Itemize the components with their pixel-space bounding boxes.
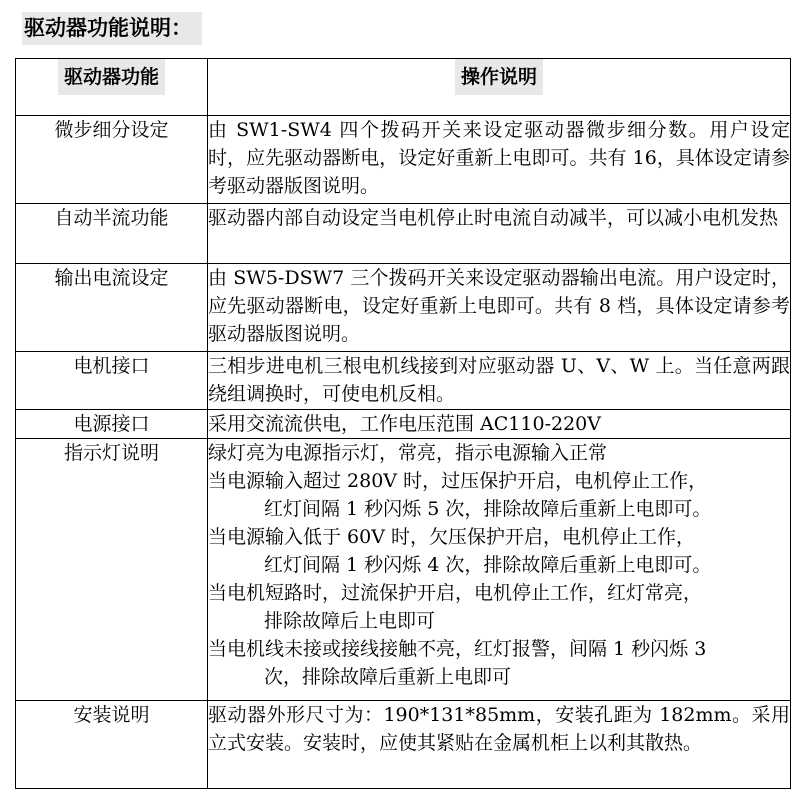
row-function: 电源接口 <box>16 410 208 439</box>
header-function <box>16 59 208 116</box>
header-operation <box>208 59 791 116</box>
table-row <box>16 264 791 352</box>
indicator-line: 绿灯亮为电源指示灯，常亮，指示电源输入正常 <box>208 442 608 464</box>
table-row <box>16 204 791 264</box>
indicator-line: 当电源输入低于 60V 时，欠压保护开启，电机停止工作， <box>208 526 695 548</box>
indicator-line: 当电源输入超过 280V 时，过压保护开启，电机停止工作， <box>208 470 708 492</box>
header-operation-label: 操作说明 <box>455 59 543 95</box>
row-function: 自动半流功能 <box>16 204 208 264</box>
indicator-description <box>208 439 791 701</box>
table-row <box>16 410 791 439</box>
row-description: 驱动器内部自动设定当电机停止时电流自动减半，可以减小电机发热 <box>208 204 791 264</box>
row-function: 微步细分设定 <box>16 116 208 204</box>
indicator-line-cont: 红灯间隔 1 秒闪烁 5 次，排除故障后重新上电即可。 <box>264 498 712 520</box>
header-function-label: 驱动器功能 <box>58 59 165 95</box>
row-description: 采用交流流供电，工作电压范围 AC110-220V <box>208 410 791 439</box>
indicator-line: 当电机线未接或接线接触不亮，红灯报警，间隔 1 秒闪烁 3 <box>208 638 707 660</box>
table-row <box>16 701 791 789</box>
table-row <box>16 116 791 204</box>
row-description: 三相步进电机三根电机线接到对应驱动器 U、V、W 上。当任意两跟绕组调换时，可使电机反相。 <box>208 352 791 410</box>
table-row <box>16 439 791 701</box>
row-function: 输出电流设定 <box>16 264 208 352</box>
row-function: 安装说明 <box>16 701 208 789</box>
row-description: 驱动器外形尺寸为：190*131*85mm，安装孔距为 182mm。采用立式安装。安装时，应使其紧贴在金属机柜上以利其散热。 <box>208 701 791 789</box>
indicator-line-cont: 红灯间隔 1 秒闪烁 4 次，排除故障后重新上电即可。 <box>264 554 712 576</box>
indicator-line-cont: 排除故障后上电即可 <box>264 610 436 632</box>
indicator-line: 当电机短路时，过流保护开启，电机停止工作，红灯常亮， <box>208 582 703 604</box>
table-row <box>16 352 791 410</box>
row-description: 由 SW1-SW4 四个拨码开关来设定驱动器微步细分数。用户设定时，应先驱动器断电，设定好重新上电即可。共有 16，具体设定请参考驱动器版图说明。 <box>208 116 791 204</box>
row-function: 电机接口 <box>16 352 208 410</box>
row-function: 指示灯说明 <box>16 439 208 701</box>
section-title: 驱动器功能说明： <box>22 12 202 45</box>
table-header-row <box>16 59 791 116</box>
indicator-line-cont: 次，排除故障后重新上电即可 <box>264 666 512 688</box>
driver-function-table <box>15 58 791 789</box>
row-description: 由 SW5-DSW7 三个拨码开关来设定驱动器输出电流。用户设定时，应先驱动器断电，设定好重新上电即可。共有 8 档，具体设定请参考驱动器版图说明。 <box>208 264 791 352</box>
